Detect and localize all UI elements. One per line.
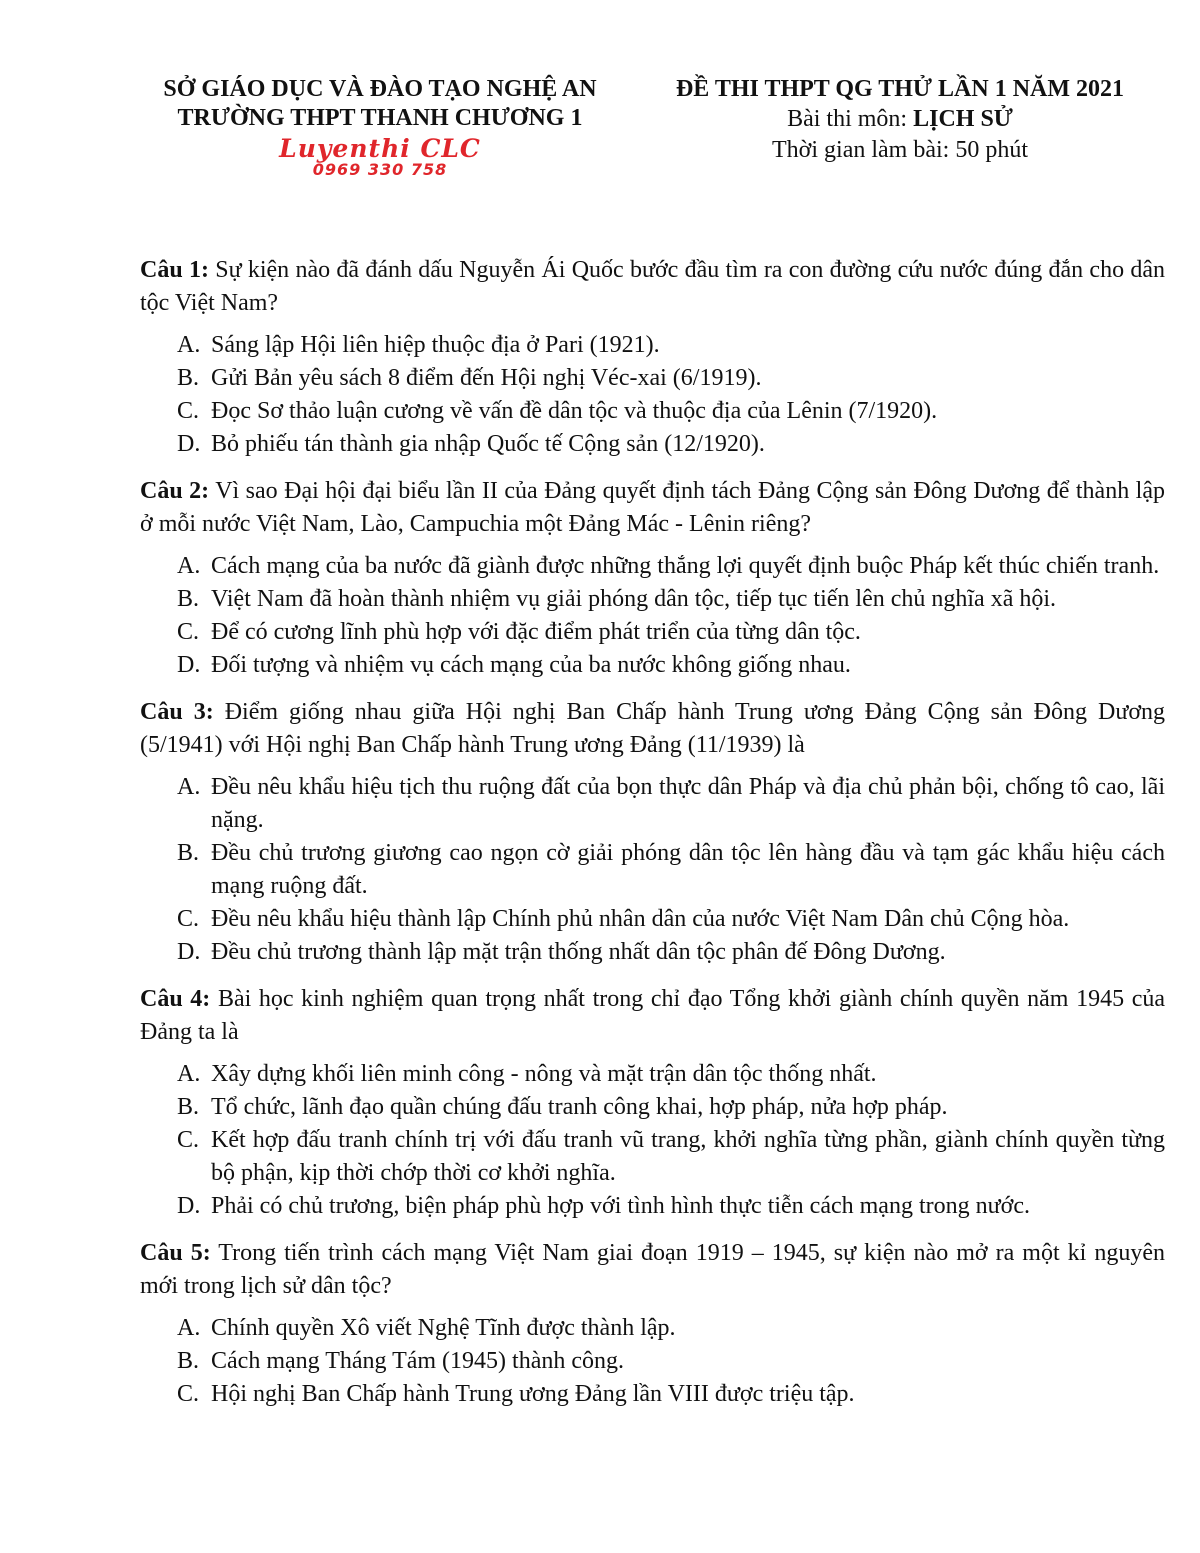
question-label: Câu 3: — [140, 699, 214, 725]
option-5a[interactable] — [177, 1312, 1165, 1345]
question-label: Câu 4: — [140, 986, 211, 1012]
option-text: Chính quyền Xô viết Nghệ Tĩnh được thành lập. — [211, 1315, 676, 1341]
watermark-phone: 0969 330 758 — [312, 160, 448, 179]
option-text: Để có cương lĩnh phù hợp với đặc điểm phát triển của từng dân tộc. — [211, 619, 861, 645]
option-text: Kết hợp đấu tranh chính trị với đấu tranh vũ trang, khởi nghĩa từng phần, giành chính quyền từng bộ phận, kịp thời chớp thời cơ khởi nghĩa. — [211, 1127, 1165, 1186]
option-letter: D. — [177, 939, 201, 965]
question-list — [140, 254, 1165, 1425]
question-5 — [140, 1237, 1165, 1303]
option-letter: A. — [177, 332, 201, 358]
option-text: Việt Nam đã hoàn thành nhiệm vụ giải phóng dân tộc, tiếp tục tiến lên chủ nghĩa xã hội. — [211, 586, 1057, 612]
exam-header — [640, 75, 1160, 166]
option-1b[interactable] — [177, 362, 1165, 395]
option-text: Cách mạng Tháng Tám (1945) thành công. — [211, 1348, 625, 1374]
option-letter: B. — [177, 1348, 200, 1374]
question-label: Câu 1: — [140, 257, 209, 283]
option-letter: A. — [177, 1061, 201, 1087]
option-3d[interactable] — [177, 936, 1165, 969]
question-label: Câu 5: — [140, 1240, 211, 1266]
question-4 — [140, 983, 1165, 1049]
options-5 — [140, 1312, 1165, 1411]
options-1 — [140, 329, 1165, 461]
option-letter: D. — [177, 431, 201, 457]
question-text: Trong tiến trình cách mạng Việt Nam giai đoạn 1919 – 1945, sự kiện nào mở ra một kỉ nguyên mới trong lịch sử dân tộc? — [140, 1240, 1166, 1299]
question-1 — [140, 254, 1165, 320]
option-letter: A. — [177, 774, 201, 800]
option-5c[interactable] — [177, 1378, 1165, 1411]
option-5b[interactable] — [177, 1345, 1165, 1378]
exam-subject — [640, 104, 1160, 135]
option-text: Phải có chủ trương, biện pháp phù hợp với tình hình thực tiễn cách mạng trong nước. — [211, 1193, 1030, 1219]
question-text: Vì sao Đại hội đại biểu lần II của Đảng quyết định tách Đảng Cộng sản Đông Dương để thành lập ở mỗi nước Việt Nam, Lào, Campuchia một Đảng Mác - Lênin riêng? — [140, 478, 1165, 537]
option-text: Đều chủ trương giương cao ngọn cờ giải phóng dân tộc lên hàng đầu và tạm gác khẩu hiệu cách mạng ruộng đất. — [211, 840, 1165, 899]
question-text: Điểm giống nhau giữa Hội nghị Ban Chấp hành Trung ương Đảng Cộng sản Đông Dương (5/1941) với Hội nghị Ban Chấp hành Trung ương Đảng (11/1939) là — [140, 699, 1166, 758]
option-2c[interactable] — [177, 616, 1165, 649]
option-2d[interactable] — [177, 649, 1165, 682]
option-3c[interactable] — [177, 903, 1165, 936]
exam-title: ĐỀ THI THPT QG THỬ LẦN 1 NĂM 2021 — [675, 76, 1125, 102]
school-name: TRƯỜNG THPT THANH CHƯƠNG 1 — [177, 105, 583, 131]
option-text: Hội nghị Ban Chấp hành Trung ương Đảng lần VIII được triệu tập. — [211, 1381, 855, 1407]
option-letter: C. — [177, 906, 200, 932]
subject-name: LỊCH SỬ — [913, 106, 1013, 132]
option-4d[interactable] — [177, 1190, 1165, 1223]
option-letter: B. — [177, 365, 200, 391]
option-letter: C. — [177, 1127, 200, 1153]
question-label: Câu 2: — [140, 478, 210, 504]
options-2 — [140, 550, 1165, 682]
option-2a[interactable] — [177, 550, 1165, 583]
exam-duration: Thời gian làm bài: 50 phút — [772, 137, 1028, 163]
option-text: Tổ chức, lãnh đạo quần chúng đấu tranh công khai, hợp pháp, nửa hợp pháp. — [211, 1094, 948, 1120]
option-text: Đọc Sơ thảo luận cương về vấn đề dân tộc và thuộc địa của Lênin (7/1920). — [211, 398, 938, 424]
option-3a[interactable] — [177, 771, 1165, 837]
option-text: Bỏ phiếu tán thành gia nhập Quốc tế Cộng sản (12/1920). — [211, 431, 765, 457]
option-text: Đều nêu khẩu hiệu thành lập Chính phủ nhân dân của nước Việt Nam Dân chủ Cộng hòa. — [211, 906, 1070, 932]
option-text: Đối tượng và nhiệm vụ cách mạng của ba nước không giống nhau. — [211, 652, 851, 678]
option-1c[interactable] — [177, 395, 1165, 428]
question-text: Bài học kinh nghiệm quan trọng nhất trong chỉ đạo Tổng khởi giành chính quyền năm 1945 của Đảng ta là — [140, 986, 1166, 1045]
option-text: Đều chủ trương thành lập mặt trận thống nhất dân tộc phân đế Đông Dương. — [211, 939, 946, 965]
question-3 — [140, 696, 1165, 762]
option-1d[interactable] — [177, 428, 1165, 461]
option-4b[interactable] — [177, 1091, 1165, 1124]
option-letter: C. — [177, 1381, 200, 1407]
option-3b[interactable] — [177, 837, 1165, 903]
option-4a[interactable] — [177, 1058, 1165, 1091]
option-text: Đều nêu khẩu hiệu tịch thu ruộng đất của bọn thực dân Pháp và địa chủ phản bội, chống tô cao, lãi nặng. — [211, 774, 1165, 833]
watermark-brand: Luyenthi CLC — [279, 134, 481, 163]
option-2b[interactable] — [177, 583, 1165, 616]
question-text: Sự kiện nào đã đánh dấu Nguyễn Ái Quốc bước đầu tìm ra con đường cứu nước đúng đắn cho dân tộc Việt Nam? — [140, 257, 1165, 316]
option-letter: A. — [177, 553, 201, 579]
option-text: Gửi Bản yêu sách 8 điểm đến Hội nghị Véc-xai (6/1919). — [211, 365, 762, 391]
option-letter: D. — [177, 652, 201, 678]
option-text: Cách mạng của ba nước đã giành được những thắng lợi quyết định buộc Pháp kết thúc chiến tranh. — [211, 553, 1160, 579]
option-letter: C. — [177, 398, 200, 424]
question-2 — [140, 475, 1165, 541]
option-1a[interactable] — [177, 329, 1165, 362]
options-4 — [140, 1058, 1165, 1223]
subject-prefix: Bài thi môn: — [787, 106, 914, 132]
option-letter: B. — [177, 586, 200, 612]
option-text: Sáng lập Hội liên hiệp thuộc địa ở Pari (1921). — [211, 332, 660, 358]
option-letter: A. — [177, 1315, 201, 1341]
school-header — [140, 75, 620, 179]
option-text: Xây dựng khối liên minh công - nông và mặt trận dân tộc thống nhất. — [211, 1061, 877, 1087]
option-letter: C. — [177, 619, 200, 645]
options-3 — [140, 771, 1165, 969]
department-name: SỞ GIÁO DỤC VÀ ĐÀO TẠO NGHỆ AN — [163, 76, 597, 102]
option-letter: D. — [177, 1193, 201, 1219]
option-letter: B. — [177, 1094, 200, 1120]
option-letter: B. — [177, 840, 200, 866]
option-4c[interactable] — [177, 1124, 1165, 1190]
